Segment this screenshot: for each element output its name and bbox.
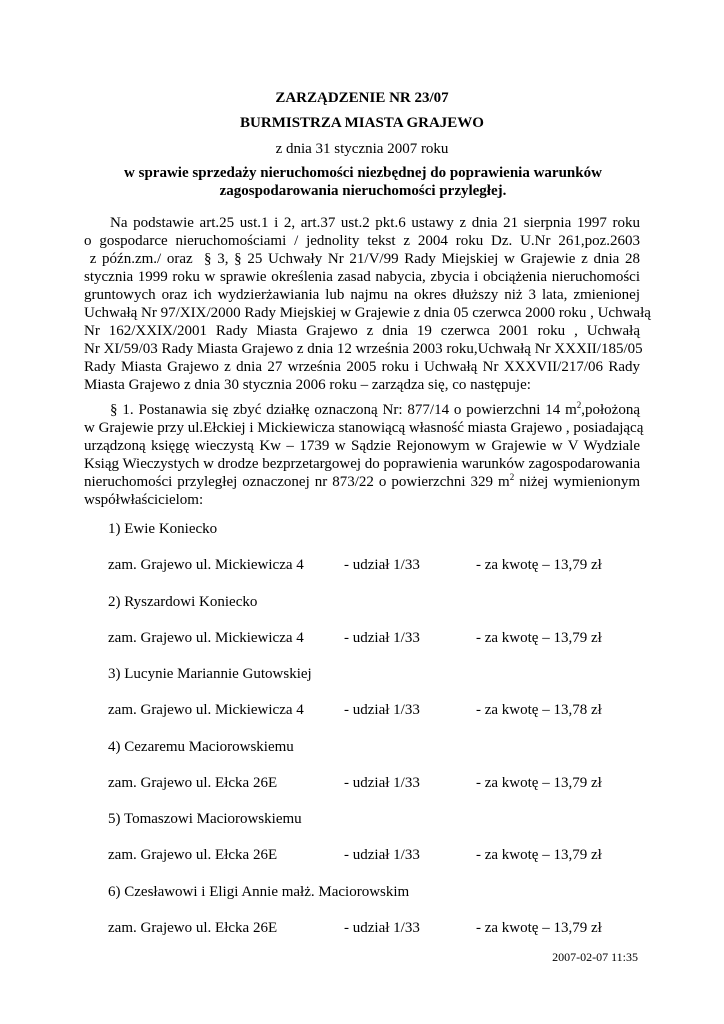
owner-name: 6) Czesławowi i Eligi Annie małż. Maciorowskim xyxy=(108,884,410,900)
owner-amount: - za kwotę – 13,79 zł xyxy=(476,775,602,791)
owner-amount: - za kwotę – 13,79 zł xyxy=(476,630,602,646)
owner-name: 5) Tomaszowi Maciorowskiemu xyxy=(108,811,302,827)
owner-name: 2) Ryszardowi Koniecko xyxy=(108,594,258,610)
section-1-line: współwłaścicielom: xyxy=(84,492,204,508)
owner-address: zam. Grajewo ul. Ełcka 26E xyxy=(108,775,278,791)
owner-name: 1) Ewie Koniecko xyxy=(108,521,218,537)
preamble-line: Rady Miasta Grajewo z dnia 27 września 2005 roku i Uchwałą Nr XXXVII/217/06 Rady xyxy=(84,359,640,375)
owner-address: zam. Grajewo ul. Ełcka 26E xyxy=(108,847,278,863)
document-issuer: BURMISTRZA MIASTA GRAJEWO xyxy=(240,115,484,131)
preamble-paragraph xyxy=(84,214,651,394)
owner-amount: - za kwotę – 13,79 zł xyxy=(476,557,602,573)
owner-share: - udział 1/33 xyxy=(344,920,420,936)
owner-share: - udział 1/33 xyxy=(344,847,420,863)
owner-amount: - za kwotę – 13,78 zł xyxy=(476,702,602,718)
document-date: z dnia 31 stycznia 2007 roku xyxy=(275,141,449,157)
owner-name: 3) Lucynie Mariannie Gutowskiej xyxy=(108,666,312,682)
print-timestamp: 2007-02-07 11:35 xyxy=(552,950,638,964)
owner-amount: - za kwotę – 13,79 zł xyxy=(476,920,602,936)
section-1-line: Ksiąg Wieczystych w drodze bezprzetargowej do poprawienia warunków zagospodarowania xyxy=(84,456,641,472)
preamble-line: o gospodarce nieruchomościami / jednolity tekst z 2004 roku Dz. U.Nr 261,poz.2603 xyxy=(84,233,640,249)
owner-share: - udział 1/33 xyxy=(344,557,420,573)
owner-address: zam. Grajewo ul. Mickiewicza 4 xyxy=(108,630,304,646)
subject-line-1: w sprawie sprzedaży nieruchomości niezbędnej do poprawienia warunków xyxy=(124,165,602,181)
owner-name: 4) Cezaremu Maciorowskiemu xyxy=(108,739,294,755)
owner-share: - udział 1/33 xyxy=(344,775,420,791)
section-1-line: urządzoną księgę wieczystą Kw – 1739 w Sądzie Rejonowym w Grajewie w V Wydziale xyxy=(84,438,640,454)
preamble-line: Nr XI/59/03 Rady Miasta Grajewo z dnia 12 września 2003 roku,Uchwałą Nr XXXII/185/05 xyxy=(84,341,643,357)
preamble-line: Na podstawie art.25 ust.1 i 2, art.37 ust.2 pkt.6 ustawy z dnia 21 sierpnia 1997 roku xyxy=(110,215,640,231)
owner-amount: - za kwotę – 13,79 zł xyxy=(476,847,602,863)
owner-address: zam. Grajewo ul. Mickiewicza 4 xyxy=(108,702,304,718)
owner-share: - udział 1/33 xyxy=(344,630,420,646)
owner-address: zam. Grajewo ul. Mickiewicza 4 xyxy=(108,557,304,573)
section-1-line: w Grajewie przy ul.Ełckiej i Mickiewicza stanowiącą własność miasta Grajewo , posiadającą xyxy=(84,420,644,436)
owner-share: - udział 1/33 xyxy=(344,702,420,718)
preamble-line: z późn.zm./ oraz § 3, § 25 Uchwały Nr 21/V/99 Rady Miejskiej w Grajewie z dnia 28 xyxy=(84,251,640,267)
preamble-line: Uchwałą Nr 97/XIX/2000 Rady Miejskiej w Grajewie z dnia 05 czerwca 2000 roku , Uchwałą xyxy=(84,305,651,321)
section-1-paragraph xyxy=(84,400,644,509)
subject-line-2: zagospodarowania nieruchomości przyległej. xyxy=(219,183,507,199)
preamble-line: gruntowych oraz ich wydzierżawiania lub najmu na okres dłuższy niż 3 lata, zmienionej xyxy=(84,287,640,303)
document-title: ZARZĄDZENIE NR 23/07 xyxy=(275,90,449,106)
preamble-line: Miasta Grajewo z dnia 30 stycznia 2006 roku – zarządza się, co następuje: xyxy=(84,377,531,393)
section-1-line: nieruchomości przyległej oznaczonej nr 873/22 o powierzchni 329 $m^2$ niżej wymienionym xyxy=(84,472,641,490)
owner-address: zam. Grajewo ul. Ełcka 26E xyxy=(108,920,278,936)
section-1-line: § 1. Postanawia się zbyć działkę oznaczoną Nr: 877/14 o powierzchni 14 $m^2,położoną$ xyxy=(110,400,640,418)
preamble-line: Nr 162/XXIX/2001 Rady Miasta Grajewo z dnia 19 czerwca 2001 roku , Uchwałą xyxy=(84,323,640,339)
preamble-line: stycznia 1999 roku w sprawie określenia zasad nabycia, zbycia i obciążenia nieruchomości xyxy=(84,269,640,285)
